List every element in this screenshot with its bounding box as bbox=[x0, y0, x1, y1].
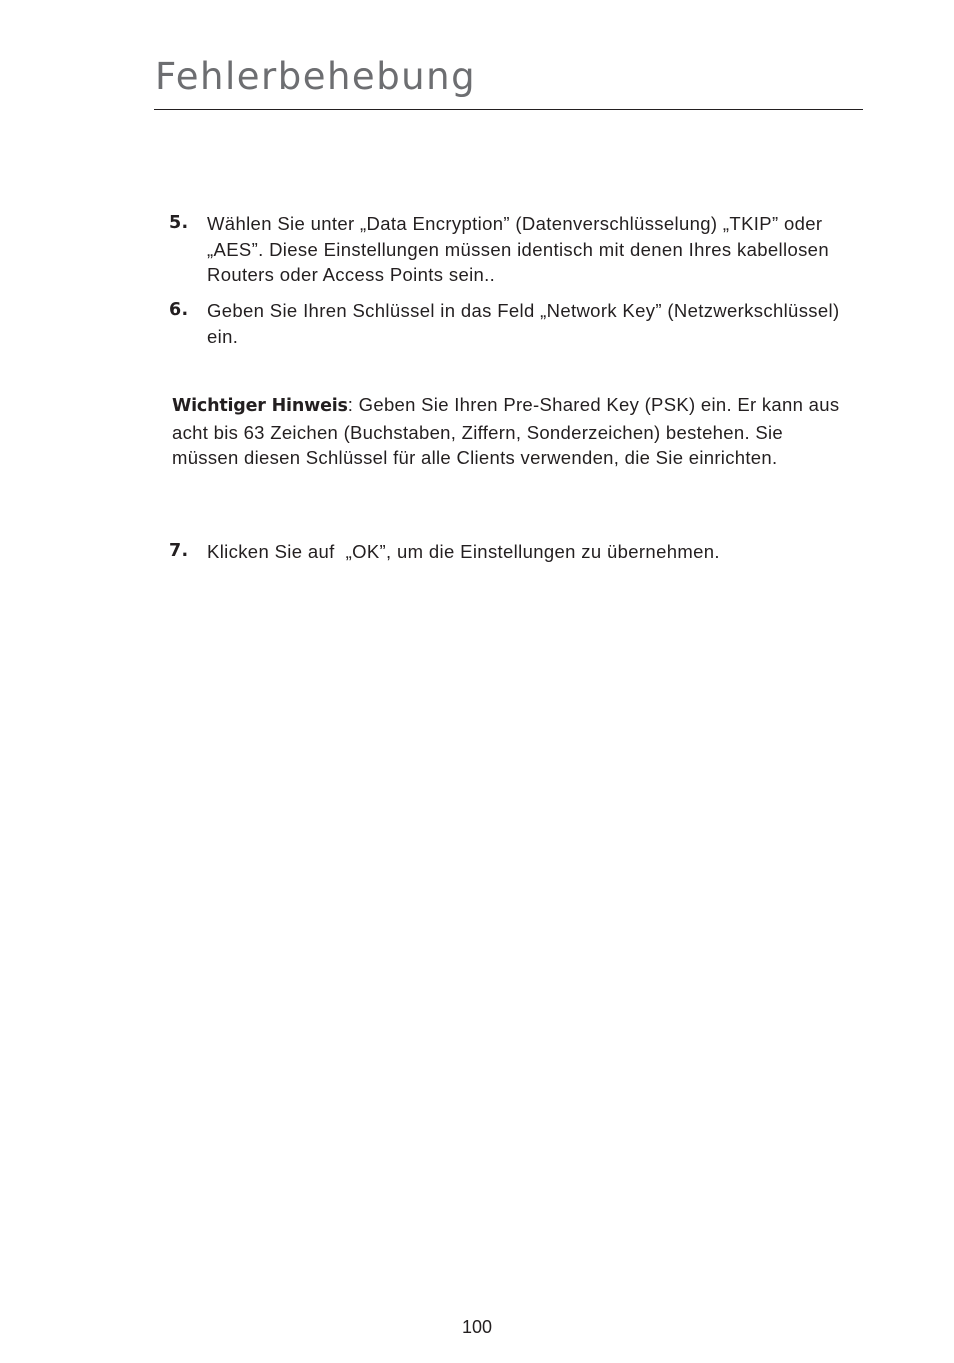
page-title: Fehlerbehebung bbox=[155, 55, 477, 98]
step-7 bbox=[169, 539, 849, 565]
step-number: 5. bbox=[169, 213, 189, 233]
step-text: Geben Sie Ihren Schlüssel in das Feld „Network Key” (Netzwerkschlüssel) ein. bbox=[207, 300, 840, 347]
step-5 bbox=[169, 211, 849, 288]
page-number: 100 bbox=[461, 1317, 493, 1337]
title-divider bbox=[154, 109, 863, 110]
step-number: 6. bbox=[169, 300, 189, 320]
note-label: Wichtiger Hinweis bbox=[172, 396, 348, 416]
step-text: Wählen Sie unter „Data Encryption” (Datenverschlüsselung) „TKIP” oder „AES”. Diese Einstellungen müssen identisch mit denen Ihres kabellosen Routers oder Access Points sein.. bbox=[207, 213, 829, 285]
step-6 bbox=[169, 298, 849, 349]
step-text: Klicken Sie auf „OK”, um die Einstellungen zu übernehmen. bbox=[207, 541, 720, 562]
important-note bbox=[172, 392, 852, 471]
step-number: 7. bbox=[169, 541, 189, 561]
note-text: : Geben Sie Ihren Pre-Shared Key (PSK) ein. Er kann aus acht bis 63 Zeichen (Buchstaben, Ziffern, Sonderzeichen) bestehen. Sie müssen diesen Schlüssel für alle Clients verwenden, die Sie einrichten. bbox=[172, 394, 840, 468]
